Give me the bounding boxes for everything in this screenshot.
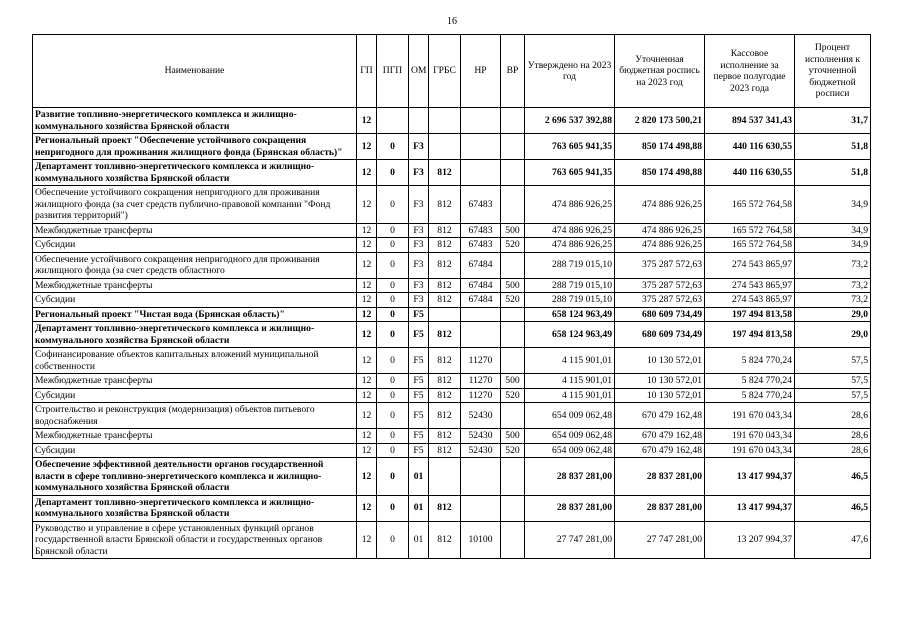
cell-vr [501, 108, 525, 134]
cell-approved: 474 886 926,25 [525, 223, 615, 238]
cell-om: F5 [409, 322, 429, 348]
cell-name: Межбюджетные трансферты [33, 429, 357, 444]
cell-specified: 10 130 572,01 [615, 388, 705, 403]
table-row [33, 108, 871, 134]
budget-table [32, 34, 871, 559]
cell-grbs [429, 108, 461, 134]
cell-om: F5 [409, 388, 429, 403]
cell-cash: 274 543 865,97 [705, 278, 795, 293]
cell-name: Руководство и управление в сфере установленных функций органов государственной власти Брянской области и государственных органов Брянской области [33, 521, 357, 559]
cell-cash: 13 417 994,37 [705, 458, 795, 496]
cell-cash: 191 670 043,34 [705, 443, 795, 458]
cell-np: 52430 [461, 403, 501, 429]
cell-np: 10100 [461, 521, 501, 559]
cell-cash: 274 543 865,97 [705, 293, 795, 308]
cell-percent: 73,2 [795, 252, 871, 278]
table-row [33, 403, 871, 429]
cell-np: 67484 [461, 293, 501, 308]
cell-np [461, 134, 501, 160]
cell-np: 11270 [461, 374, 501, 389]
cell-cash: 165 572 764,58 [705, 223, 795, 238]
cell-percent: 73,2 [795, 278, 871, 293]
cell-grbs: 812 [429, 293, 461, 308]
cell-approved: 654 009 062,48 [525, 429, 615, 444]
cell-approved: 2 696 537 392,88 [525, 108, 615, 134]
table-row [33, 521, 871, 559]
cell-cash: 13 207 994,37 [705, 521, 795, 559]
header-grbs: ГРБС [429, 35, 461, 108]
cell-gp: 12 [357, 322, 377, 348]
cell-ppgp: 0 [377, 374, 409, 389]
cell-gp: 12 [357, 429, 377, 444]
cell-cash: 5 824 770,24 [705, 374, 795, 389]
header-specified: Уточненная бюджетная роспись на 2023 год [615, 35, 705, 108]
header-cash: Кассовое исполнение за первое полугодие 2023 года [705, 35, 795, 108]
cell-grbs: 812 [429, 403, 461, 429]
cell-gp: 12 [357, 223, 377, 238]
cell-ppgp: 0 [377, 252, 409, 278]
cell-vr: 520 [501, 443, 525, 458]
cell-specified: 680 609 734,49 [615, 322, 705, 348]
cell-gp: 12 [357, 160, 377, 186]
cell-name: Региональный проект "Обеспечение устойчивого сокращения непригодного для проживания жилищного фонда (Брянская область)" [33, 134, 357, 160]
cell-om [409, 108, 429, 134]
cell-om: F3 [409, 278, 429, 293]
header-percent: Процент исполнения к уточненной бюджетной росписи [795, 35, 871, 108]
cell-cash: 440 116 630,55 [705, 134, 795, 160]
cell-approved: 288 719 015,10 [525, 252, 615, 278]
cell-np: 67483 [461, 238, 501, 253]
cell-grbs [429, 458, 461, 496]
cell-gp: 12 [357, 108, 377, 134]
cell-approved: 474 886 926,25 [525, 186, 615, 224]
cell-approved: 288 719 015,10 [525, 278, 615, 293]
cell-vr [501, 521, 525, 559]
cell-specified: 375 287 572,63 [615, 252, 705, 278]
cell-approved: 763 605 941,35 [525, 134, 615, 160]
cell-approved: 28 837 281,00 [525, 495, 615, 521]
cell-om: F3 [409, 160, 429, 186]
cell-ppgp: 0 [377, 388, 409, 403]
cell-name: Строительство и реконструкция (модернизация) объектов питьевого водоснабжения [33, 403, 357, 429]
cell-grbs: 812 [429, 443, 461, 458]
table-row [33, 238, 871, 253]
cell-om: F5 [409, 374, 429, 389]
cell-cash: 197 494 813,58 [705, 322, 795, 348]
cell-percent: 28,6 [795, 403, 871, 429]
cell-name: Софинансирование объектов капитальных вложений муниципальной собственности [33, 348, 357, 374]
cell-specified: 2 820 173 500,21 [615, 108, 705, 134]
cell-grbs: 812 [429, 495, 461, 521]
cell-specified: 474 886 926,25 [615, 238, 705, 253]
cell-grbs: 812 [429, 186, 461, 224]
cell-name: Региональный проект "Чистая вода (Брянская область)" [33, 307, 357, 322]
cell-name: Развитие топливно-энергетического комплекса и жилищно-коммунального хозяйства Брянской области [33, 108, 357, 134]
cell-percent: 29,0 [795, 307, 871, 322]
cell-name: Обеспечение устойчивого сокращения непригодного для проживания жилищного фонда (за счет средств публично-правовой компании "Фонд развития территорий") [33, 186, 357, 224]
cell-om: F5 [409, 307, 429, 322]
cell-approved: 658 124 963,49 [525, 322, 615, 348]
cell-np: 67483 [461, 186, 501, 224]
cell-name: Межбюджетные трансферты [33, 223, 357, 238]
cell-om: F3 [409, 252, 429, 278]
cell-vr: 500 [501, 374, 525, 389]
table-row [33, 293, 871, 308]
cell-gp: 12 [357, 458, 377, 496]
cell-name: Департамент топливно-энергетического комплекса и жилищно-коммунального хозяйства Брянской области [33, 322, 357, 348]
cell-percent: 57,5 [795, 374, 871, 389]
cell-om: F3 [409, 186, 429, 224]
cell-percent: 47,6 [795, 521, 871, 559]
cell-vr [501, 495, 525, 521]
cell-ppgp: 0 [377, 307, 409, 322]
cell-approved: 658 124 963,49 [525, 307, 615, 322]
cell-cash: 191 670 043,34 [705, 429, 795, 444]
cell-specified: 27 747 281,00 [615, 521, 705, 559]
cell-approved: 4 115 901,01 [525, 348, 615, 374]
cell-vr: 500 [501, 223, 525, 238]
cell-vr [501, 186, 525, 224]
cell-ppgp: 0 [377, 134, 409, 160]
cell-np: 67484 [461, 278, 501, 293]
cell-specified: 10 130 572,01 [615, 348, 705, 374]
header-vr: ВР [501, 35, 525, 108]
cell-specified: 670 479 162,48 [615, 443, 705, 458]
cell-specified: 670 479 162,48 [615, 403, 705, 429]
cell-vr [501, 160, 525, 186]
cell-percent: 34,9 [795, 186, 871, 224]
cell-specified: 375 287 572,63 [615, 293, 705, 308]
cell-om: F3 [409, 223, 429, 238]
cell-gp: 12 [357, 388, 377, 403]
table-row [33, 186, 871, 224]
cell-name: Субсидии [33, 443, 357, 458]
cell-gp: 12 [357, 238, 377, 253]
cell-np: 67484 [461, 252, 501, 278]
cell-percent: 57,5 [795, 388, 871, 403]
cell-gp: 12 [357, 307, 377, 322]
cell-om: F5 [409, 429, 429, 444]
table-row [33, 495, 871, 521]
cell-ppgp: 0 [377, 429, 409, 444]
cell-specified: 474 886 926,25 [615, 186, 705, 224]
cell-grbs [429, 134, 461, 160]
cell-np [461, 495, 501, 521]
cell-approved: 4 115 901,01 [525, 374, 615, 389]
cell-percent: 46,5 [795, 495, 871, 521]
cell-approved: 474 886 926,25 [525, 238, 615, 253]
cell-cash: 440 116 630,55 [705, 160, 795, 186]
cell-percent: 73,2 [795, 293, 871, 308]
table-header-row [33, 35, 871, 108]
cell-vr [501, 403, 525, 429]
table-row [33, 429, 871, 444]
cell-ppgp: 0 [377, 443, 409, 458]
cell-vr [501, 134, 525, 160]
cell-name: Обеспечение эффективной деятельности органов государственной власти в сфере топливно-энергетического комплекса и жилищно-коммунального хозяйства Брянской области [33, 458, 357, 496]
cell-vr [501, 252, 525, 278]
cell-approved: 27 747 281,00 [525, 521, 615, 559]
cell-om: F3 [409, 134, 429, 160]
cell-specified: 850 174 498,88 [615, 134, 705, 160]
cell-cash: 274 543 865,97 [705, 252, 795, 278]
cell-np [461, 160, 501, 186]
cell-grbs: 812 [429, 223, 461, 238]
cell-percent: 46,5 [795, 458, 871, 496]
cell-grbs: 812 [429, 278, 461, 293]
cell-name: Субсидии [33, 293, 357, 308]
cell-name: Департамент топливно-энергетического комплекса и жилищно-коммунального хозяйства Брянской области [33, 495, 357, 521]
table-body [33, 108, 871, 559]
table-row [33, 252, 871, 278]
cell-om: 01 [409, 495, 429, 521]
cell-vr: 500 [501, 429, 525, 444]
cell-gp: 12 [357, 186, 377, 224]
cell-name: Межбюджетные трансферты [33, 278, 357, 293]
cell-specified: 474 886 926,25 [615, 223, 705, 238]
cell-cash: 5 824 770,24 [705, 388, 795, 403]
cell-approved: 288 719 015,10 [525, 293, 615, 308]
cell-om: F3 [409, 293, 429, 308]
cell-ppgp: 0 [377, 521, 409, 559]
cell-om: F5 [409, 403, 429, 429]
cell-gp: 12 [357, 374, 377, 389]
cell-specified: 680 609 734,49 [615, 307, 705, 322]
cell-percent: 57,5 [795, 348, 871, 374]
cell-percent: 34,9 [795, 238, 871, 253]
cell-vr [501, 307, 525, 322]
header-np: НР [461, 35, 501, 108]
cell-ppgp: 0 [377, 322, 409, 348]
table-row [33, 134, 871, 160]
cell-percent: 51,8 [795, 160, 871, 186]
cell-om: F5 [409, 443, 429, 458]
cell-vr: 520 [501, 388, 525, 403]
cell-ppgp: 0 [377, 238, 409, 253]
cell-np: 67483 [461, 223, 501, 238]
cell-cash: 165 572 764,58 [705, 186, 795, 224]
cell-cash: 197 494 813,58 [705, 307, 795, 322]
cell-grbs [429, 307, 461, 322]
cell-cash: 13 417 994,37 [705, 495, 795, 521]
cell-ppgp: 0 [377, 160, 409, 186]
cell-ppgp: 0 [377, 403, 409, 429]
cell-gp: 12 [357, 443, 377, 458]
cell-gp: 12 [357, 403, 377, 429]
cell-ppgp: 0 [377, 458, 409, 496]
cell-ppgp: 0 [377, 278, 409, 293]
cell-ppgp: 0 [377, 223, 409, 238]
cell-percent: 29,0 [795, 322, 871, 348]
cell-cash: 894 537 341,43 [705, 108, 795, 134]
cell-name: Департамент топливно-энергетического комплекса и жилищно-коммунального хозяйства Брянской области [33, 160, 357, 186]
cell-gp: 12 [357, 134, 377, 160]
cell-percent: 34,9 [795, 223, 871, 238]
cell-specified: 28 837 281,00 [615, 458, 705, 496]
table-row [33, 322, 871, 348]
cell-name: Субсидии [33, 388, 357, 403]
table-row [33, 223, 871, 238]
table-row [33, 458, 871, 496]
cell-om: F3 [409, 238, 429, 253]
cell-approved: 4 115 901,01 [525, 388, 615, 403]
cell-ppgp: 0 [377, 348, 409, 374]
cell-ppgp: 0 [377, 293, 409, 308]
cell-np: 52430 [461, 429, 501, 444]
cell-name: Обеспечение устойчивого сокращения непригодного для проживания жилищного фонда (за счет средств областного [33, 252, 357, 278]
cell-percent: 28,6 [795, 429, 871, 444]
cell-gp: 12 [357, 278, 377, 293]
cell-name: Субсидии [33, 238, 357, 253]
cell-np [461, 322, 501, 348]
table-row [33, 374, 871, 389]
header-om: ОМ [409, 35, 429, 108]
table-row [33, 348, 871, 374]
cell-vr: 520 [501, 238, 525, 253]
cell-grbs: 812 [429, 252, 461, 278]
cell-gp: 12 [357, 521, 377, 559]
cell-grbs: 812 [429, 429, 461, 444]
cell-vr [501, 322, 525, 348]
cell-specified: 670 479 162,48 [615, 429, 705, 444]
header-name: Наименование [33, 35, 357, 108]
cell-cash: 191 670 043,34 [705, 403, 795, 429]
cell-vr [501, 348, 525, 374]
table-row [33, 160, 871, 186]
cell-om: F5 [409, 348, 429, 374]
cell-name: Межбюджетные трансферты [33, 374, 357, 389]
cell-np [461, 108, 501, 134]
cell-vr [501, 458, 525, 496]
cell-gp: 12 [357, 348, 377, 374]
cell-specified: 375 287 572,63 [615, 278, 705, 293]
cell-approved: 28 837 281,00 [525, 458, 615, 496]
cell-specified: 28 837 281,00 [615, 495, 705, 521]
cell-np [461, 307, 501, 322]
cell-approved: 654 009 062,48 [525, 443, 615, 458]
cell-ppgp: 0 [377, 495, 409, 521]
cell-grbs: 812 [429, 374, 461, 389]
table-row [33, 307, 871, 322]
cell-percent: 28,6 [795, 443, 871, 458]
table-row [33, 278, 871, 293]
cell-gp: 12 [357, 293, 377, 308]
cell-specified: 10 130 572,01 [615, 374, 705, 389]
cell-grbs: 812 [429, 348, 461, 374]
cell-vr: 520 [501, 293, 525, 308]
cell-cash: 165 572 764,58 [705, 238, 795, 253]
header-approved: Утверждено на 2023 год [525, 35, 615, 108]
cell-grbs: 812 [429, 388, 461, 403]
cell-ppgp: 0 [377, 186, 409, 224]
cell-grbs: 812 [429, 322, 461, 348]
table-row [33, 388, 871, 403]
cell-cash: 5 824 770,24 [705, 348, 795, 374]
cell-percent: 51,8 [795, 134, 871, 160]
cell-om: 01 [409, 458, 429, 496]
cell-np: 52430 [461, 443, 501, 458]
table-row [33, 443, 871, 458]
cell-grbs: 812 [429, 238, 461, 253]
cell-om: 01 [409, 521, 429, 559]
cell-np [461, 458, 501, 496]
cell-approved: 763 605 941,35 [525, 160, 615, 186]
cell-vr: 500 [501, 278, 525, 293]
page-number: 16 [447, 16, 457, 27]
header-gp: ГП [357, 35, 377, 108]
cell-gp: 12 [357, 252, 377, 278]
cell-grbs: 812 [429, 521, 461, 559]
cell-percent: 31,7 [795, 108, 871, 134]
cell-np: 11270 [461, 388, 501, 403]
cell-gp: 12 [357, 495, 377, 521]
cell-ppgp [377, 108, 409, 134]
cell-np: 11270 [461, 348, 501, 374]
cell-approved: 654 009 062,48 [525, 403, 615, 429]
cell-specified: 850 174 498,88 [615, 160, 705, 186]
cell-grbs: 812 [429, 160, 461, 186]
header-ppgp: ПГП [377, 35, 409, 108]
